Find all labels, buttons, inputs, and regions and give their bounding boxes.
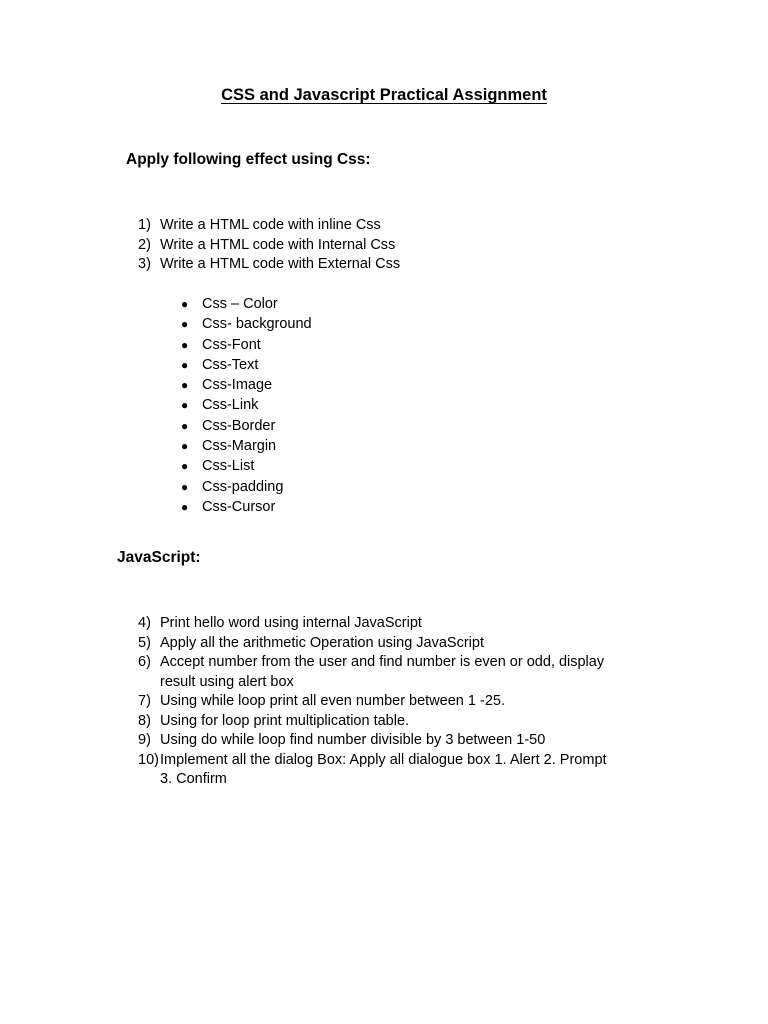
item-text: Apply all the arithmetic Operation using JavaScript <box>160 634 484 651</box>
list-item <box>138 712 658 732</box>
list-item <box>181 416 312 436</box>
item-text: Implement all the dialog Box: Apply all dialogue box 1. Alert 2. Prompt 3. Confirm <box>160 751 607 787</box>
item-text: Using while loop print all even number between 1 -25. <box>160 693 505 709</box>
list-item <box>181 395 312 415</box>
list-item <box>181 497 312 517</box>
item-text: Css-Font <box>202 336 261 353</box>
js-section-heading: JavaScript: <box>117 549 201 566</box>
list-item <box>181 477 312 497</box>
list-item <box>138 692 658 712</box>
item-text: Css-List <box>202 458 255 475</box>
bullet-icon: ● <box>181 499 189 514</box>
item-number: 7) <box>138 693 151 709</box>
list-item <box>138 236 658 256</box>
item-number: 2) <box>138 236 151 253</box>
list-item <box>138 653 658 692</box>
item-text: Using for loop print multiplication table. <box>160 712 410 729</box>
item-text: Css-Image <box>202 377 273 394</box>
list-item <box>181 335 312 355</box>
bullet-icon: ● <box>181 459 189 474</box>
item-number: 4) <box>138 615 151 631</box>
list-item <box>138 614 658 634</box>
item-text: Css-Link <box>202 397 259 414</box>
item-text: Write a HTML code with External Css <box>160 256 401 272</box>
list-item <box>138 751 658 790</box>
item-text: Css-Border <box>202 417 276 434</box>
item-number: 9) <box>138 732 151 748</box>
item-text: Css-Cursor <box>202 498 276 515</box>
page-title-text: CSS and Javascript Practical Assignment <box>221 86 547 104</box>
item-text: Write a HTML code with Internal Css <box>160 236 396 253</box>
css-section-heading: Apply following effect using Css: <box>126 151 371 168</box>
list-item <box>181 375 312 395</box>
js-task-list <box>138 614 658 790</box>
item-number: 3) <box>138 256 151 272</box>
item-text: Css – Color <box>202 296 278 312</box>
bullet-icon: ● <box>181 398 189 413</box>
item-text: Css- background <box>202 316 312 333</box>
list-item <box>181 355 312 375</box>
list-item <box>138 731 658 751</box>
bullet-icon: ● <box>181 378 189 393</box>
item-text: Css-padding <box>202 478 284 495</box>
bullet-icon: ● <box>181 317 189 332</box>
list-item <box>181 294 312 314</box>
item-number: 10) <box>138 751 159 768</box>
css-task-list <box>138 216 658 275</box>
item-number: 6) <box>138 654 151 670</box>
css-topic-list <box>181 294 312 517</box>
bullet-icon: ● <box>181 418 189 433</box>
item-number: 8) <box>138 712 151 729</box>
list-item <box>138 634 658 654</box>
list-item <box>181 436 312 456</box>
item-text: Write a HTML code with inline Css <box>160 217 381 233</box>
item-number: 1) <box>138 217 151 233</box>
bullet-icon: ● <box>181 479 189 494</box>
page-title <box>0 86 768 105</box>
list-item <box>181 314 312 334</box>
list-item <box>138 216 658 236</box>
list-item <box>181 456 312 476</box>
item-number: 5) <box>138 634 151 651</box>
bullet-icon: ● <box>181 337 189 352</box>
bullet-icon: ● <box>181 297 189 311</box>
bullet-icon: ● <box>181 439 189 454</box>
bullet-icon: ● <box>181 357 189 372</box>
item-text: Css-Margin <box>202 438 277 455</box>
list-item <box>138 255 658 275</box>
item-text: Accept number from the user and find number is even or odd, display result using alert box <box>160 654 605 690</box>
item-text: Using do while loop find number divisible by 3 between 1-50 <box>160 732 546 748</box>
item-text: Css-Text <box>202 356 259 373</box>
item-text: Print hello word using internal JavaScript <box>160 615 422 631</box>
